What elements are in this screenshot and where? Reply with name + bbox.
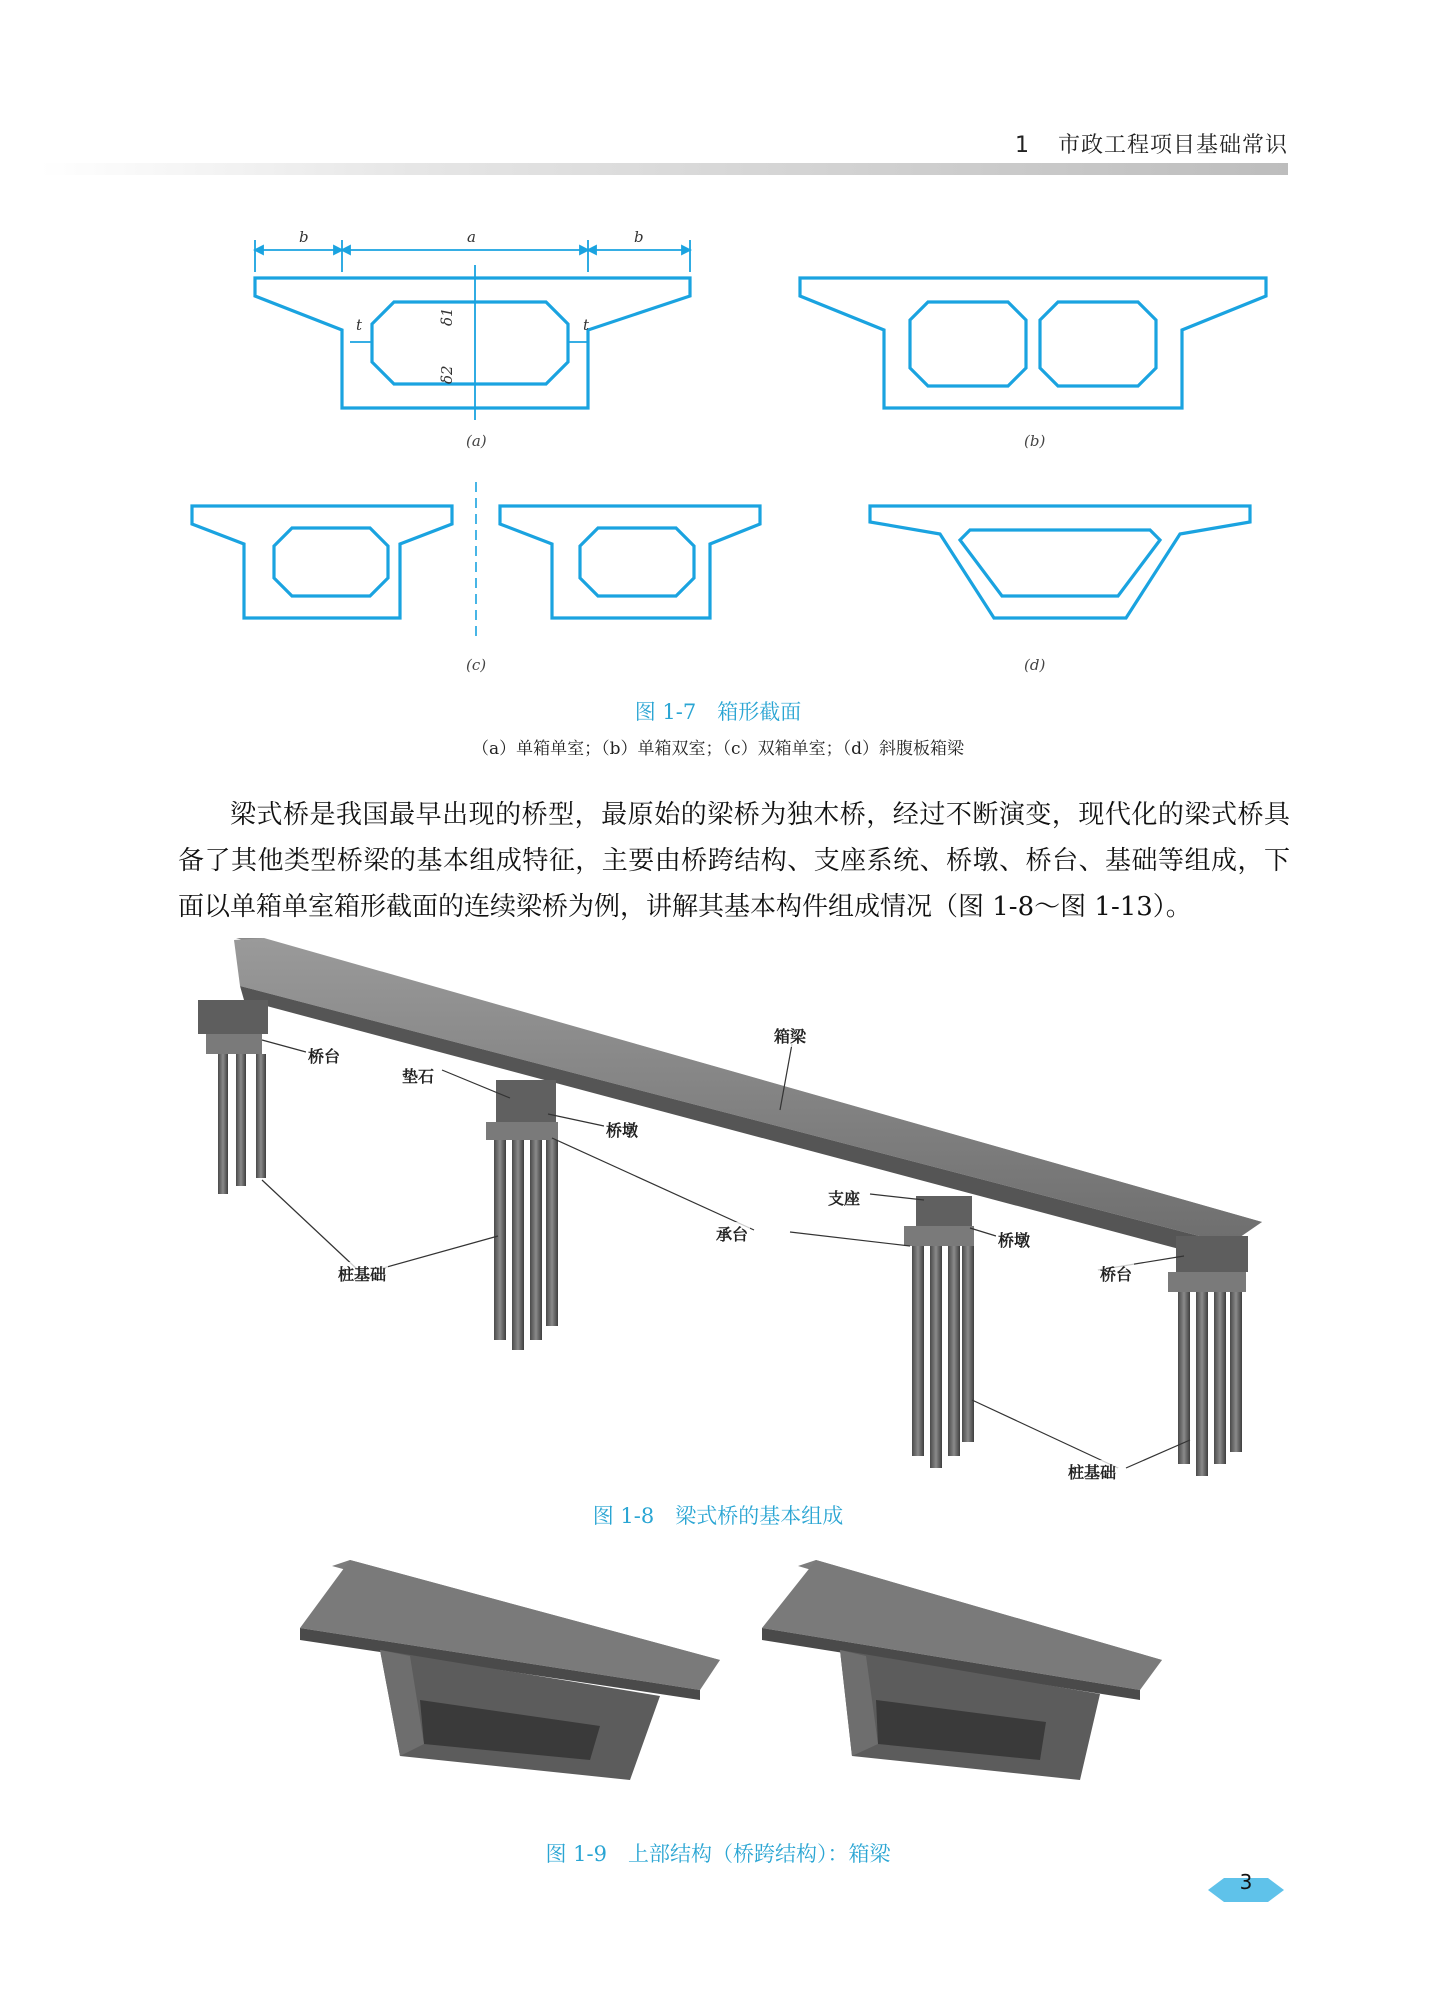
chapter-number: 1	[1014, 133, 1030, 158]
panel-label-d: (d)	[1024, 656, 1046, 674]
dim-b-right: b	[634, 228, 644, 246]
label-box-girder: 箱梁	[772, 1024, 808, 1047]
figure-1-9-caption: 图 1-9 上部结构（桥跨结构）：箱梁	[545, 1842, 891, 1866]
panel-label-b: (b)	[1024, 432, 1046, 450]
label-abutment-left: 桥台	[306, 1044, 342, 1067]
figure-1-8-caption: 图 1-8 梁式桥的基本组成	[592, 1504, 844, 1528]
panel-label-c: (c)	[466, 656, 487, 674]
page-number-badge	[1208, 1870, 1284, 1904]
figure-1-7-caption: 图 1-7 箱形截面	[634, 700, 802, 724]
label-bearing: 支座	[826, 1186, 862, 1209]
label-pile-right: 桩基础	[1066, 1460, 1118, 1483]
panel-label-a: (a)	[466, 432, 487, 450]
label-pier-left: 桥墩	[604, 1118, 640, 1141]
dim-t-left: t	[356, 316, 363, 334]
label-pad-stone: 垫石	[400, 1064, 436, 1087]
label-pier-right: 桥墩	[996, 1228, 1032, 1251]
paragraph-text: 梁式桥是我国最早出现的桥型，最原始的梁桥为独木桥，经过不断演变，现代化的梁式桥具备了其他类型桥梁的基本组成特征，主要由桥跨结构、支座系统、桥墩、桥台、基础等组成，下面以单箱单室箱形截面的连续梁桥为例，讲解其基本构件组成情况（图 1-8～图 1-13）。	[178, 800, 1290, 922]
figure-1-7-subcaption: （a）单箱单室；（b）单箱双室；（c）双箱单室；（d）斜腹板箱梁	[472, 739, 964, 759]
dim-delta2: δ2	[438, 365, 456, 384]
dim-b-left: b	[299, 228, 309, 246]
label-abutment-right: 桥台	[1098, 1262, 1134, 1285]
box-girder-left	[300, 1560, 720, 1780]
label-pile-left: 桩基础	[336, 1262, 388, 1285]
dim-delta1: δ1	[438, 307, 456, 326]
page-number: 3	[1239, 1870, 1253, 1894]
dim-a: a	[467, 228, 476, 246]
box-girder-right	[762, 1560, 1162, 1780]
label-pile-cap: 承台	[714, 1222, 750, 1245]
dim-t-right: t	[583, 316, 590, 334]
chapter-title: 市政工程项目基础常识	[1057, 133, 1288, 158]
